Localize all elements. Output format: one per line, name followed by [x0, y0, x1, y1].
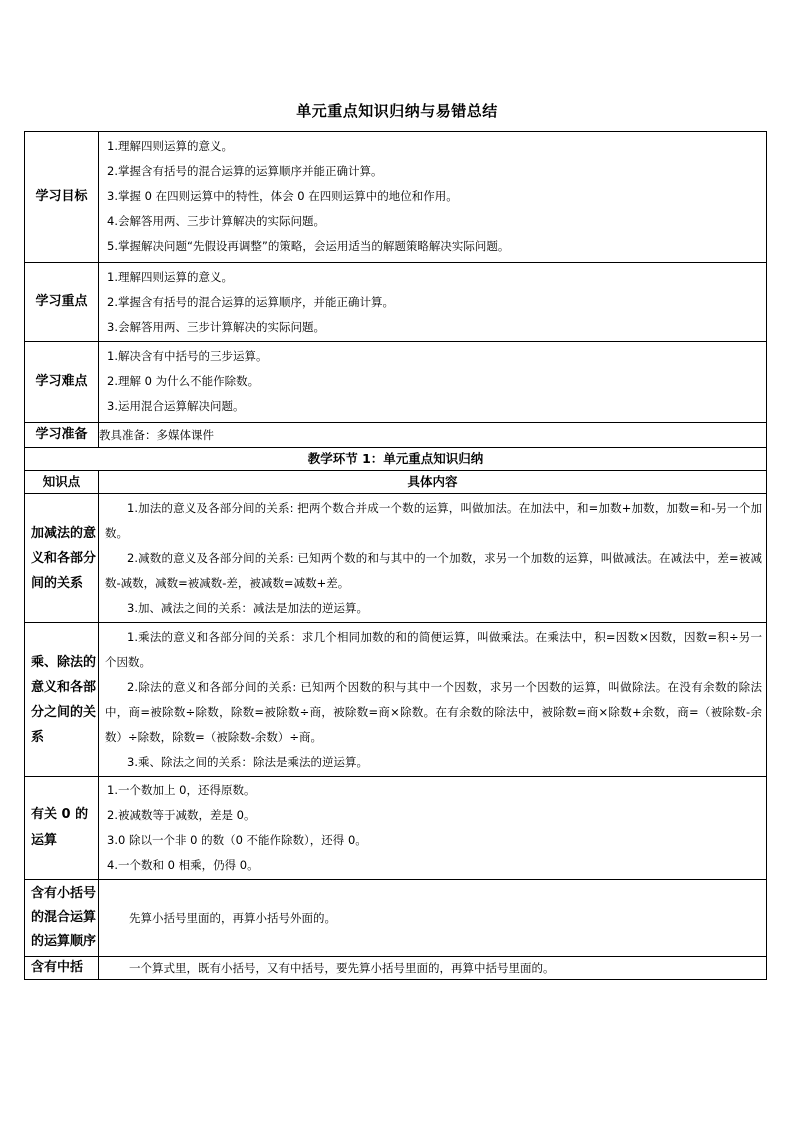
list-item: 1.理解四则运算的意义。 — [107, 270, 233, 284]
table-row — [25, 880, 767, 957]
knowledge-label: 加减法的意义和各部分间的关系 — [25, 494, 99, 623]
summary-table — [24, 131, 767, 980]
table-row — [25, 623, 767, 777]
paragraph: 1.乘法的意义和各部分间的关系：求几个相同加数的和的简便运算，叫做乘法。在乘法中，积=因数×因数，因数=积÷另一个因数。 — [105, 630, 762, 669]
list-item: 5.掌握解决问题“先假设再调整”的策略，会运用适当的解题策略解决实际问题。 — [107, 239, 510, 253]
preparation-label: 学习准备 — [25, 423, 99, 448]
objectives-content — [99, 132, 767, 263]
preparation-content: 教具准备：多媒体课件 — [99, 423, 767, 448]
list-item: 3.掌握 0 在四则运算中的特性，体会 0 在四则运算中的地位和作用。 — [107, 189, 458, 203]
objectives-label: 学习目标 — [25, 132, 99, 263]
list-item: 3.0 除以一个非 0 的数（0 不能作除数），还得 0。 — [107, 833, 367, 847]
difficulties-label: 学习难点 — [25, 342, 99, 423]
list-item: 1.理解四则运算的意义。 — [107, 139, 233, 153]
table-row — [25, 957, 767, 980]
knowledge-label: 有关 0 的运算 — [25, 777, 99, 880]
table-row — [25, 494, 767, 623]
section-header-row — [25, 448, 767, 471]
list-item: 4.会解答用两、三步计算解决的实际问题。 — [107, 214, 325, 228]
knowledge-label: 含有小括号的混合运算的运算顺序 — [25, 880, 99, 957]
paragraph: 2.除法的意义和各部分间的关系: 已知两个因数的积与其中一个因数，求另一个因数的运算，叫做除法。在没有余数的除法中，商=被除数÷除数，除数=被除数÷商，被除数=商×除数。在有余数的除法中，被除数=商×除数+余数，商=（被除数-余数）÷除数，除数=（被除数-余数）÷商。 — [105, 680, 762, 744]
list-item: 2.掌握含有括号的混合运算的运算顺序并能正确计算。 — [107, 164, 383, 178]
paragraph: 3.加、减法之间的关系：减法是加法的逆运算。 — [127, 601, 368, 615]
knowledge-label: 乘、除法的意义和各部分之间的关系 — [25, 623, 99, 777]
list-item: 3.运用混合运算解决问题。 — [107, 399, 245, 413]
difficulties-row — [25, 342, 767, 423]
list-item: 4.一个数和 0 相乘，仍得 0。 — [107, 858, 259, 872]
paragraph: 2.减数的意义及各部分间的关系: 已知两个数的和与其中的一个加数，求另一个加数的运算，叫做减法。在减法中，差=被减数-减数，减数=被减数-差，被减数=减数+差。 — [105, 551, 762, 590]
paragraph: 1.加法的意义及各部分间的关系: 把两个数合并成一个数的运算，叫做加法。在加法中，和=加数+加数，加数=和-另一个加数。 — [105, 501, 762, 540]
knowledge-content: 先算小括号里面的，再算小括号外面的。 — [99, 880, 767, 957]
column-header-row — [25, 471, 767, 494]
list-item: 2.被减数等于减数，差是 0。 — [107, 808, 256, 822]
list-item: 2.理解 0 为什么不能作除数。 — [107, 374, 260, 388]
page-title: 单元重点知识归纳与易错总结 — [296, 102, 498, 120]
list-item: 1.一个数加上 0，还得原数。 — [107, 783, 256, 797]
list-item: 2.掌握含有括号的混合运算的运算顺序，并能正确计算。 — [107, 295, 394, 309]
list-item: 1.解决含有中括号的三步运算。 — [107, 349, 268, 363]
knowledge-content — [99, 623, 767, 777]
knowledge-label: 含有中括 — [25, 957, 99, 980]
knowledge-content — [99, 494, 767, 623]
column-header-knowledge: 知识点 — [25, 471, 99, 494]
keypoints-label: 学习重点 — [25, 263, 99, 342]
section-title: 教学环节 1：单元重点知识归纳 — [25, 448, 767, 471]
paragraph: 3.乘、除法之间的关系：除法是乘法的逆运算。 — [127, 755, 368, 769]
keypoints-row — [25, 263, 767, 342]
knowledge-content: 一个算式里，既有小括号，又有中括号，要先算小括号里面的，再算中括号里面的。 — [99, 957, 767, 980]
knowledge-content — [99, 777, 767, 880]
keypoints-content — [99, 263, 767, 342]
preparation-row — [25, 423, 767, 448]
difficulties-content — [99, 342, 767, 423]
column-header-content: 具体内容 — [99, 471, 767, 494]
objectives-row — [25, 132, 767, 263]
list-item: 3.会解答用两、三步计算解决的实际问题。 — [107, 320, 325, 334]
table-row — [25, 777, 767, 880]
